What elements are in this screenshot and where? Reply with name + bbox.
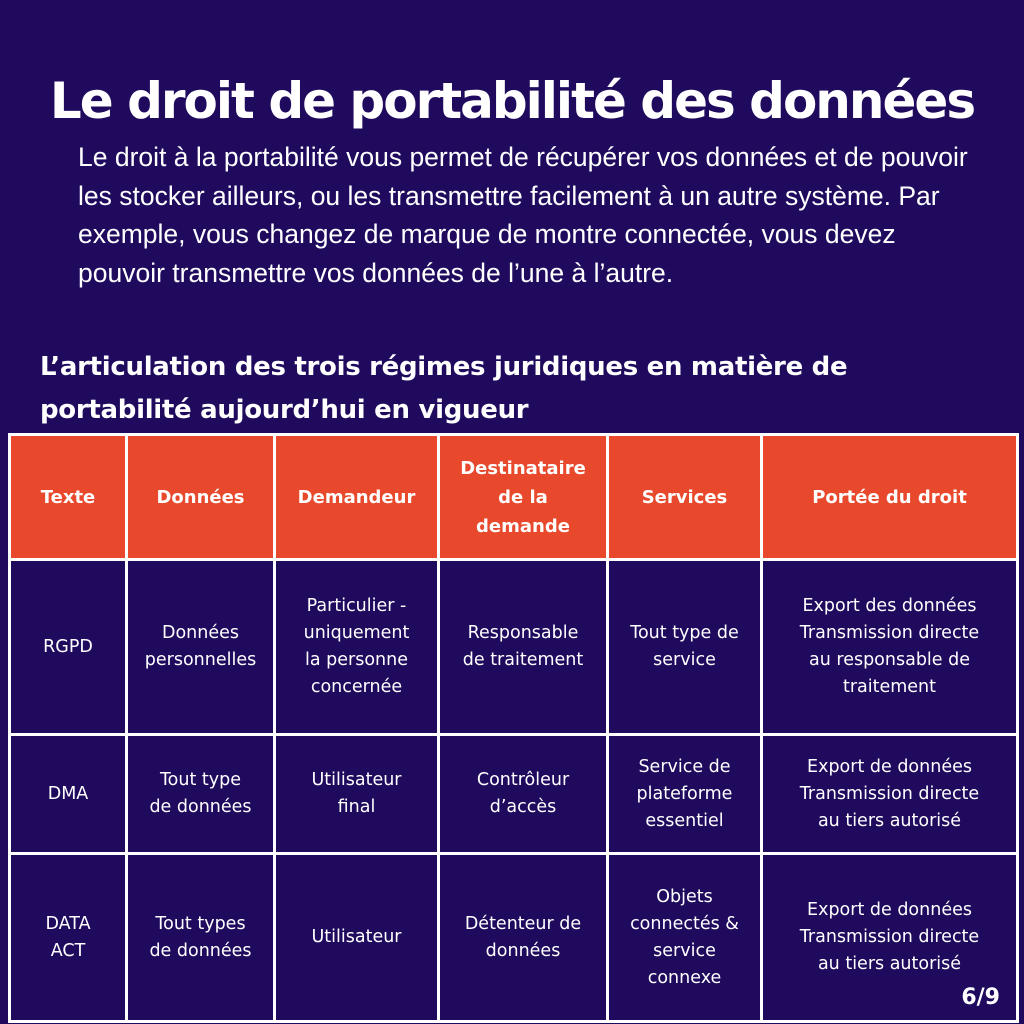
page-number: 6/9: [961, 985, 1000, 1010]
cell-destinataire: Contrôleur d’accès: [439, 735, 608, 854]
cell-texte: DATA ACT: [10, 854, 127, 1022]
header-demandeur: Demandeur: [275, 435, 439, 560]
cell-services: Service de plateforme essentiel: [608, 735, 762, 854]
cell-texte: RGPD: [10, 560, 127, 735]
page-title: Le droit de portabilité des données: [49, 72, 975, 130]
table-row: [10, 560, 1018, 735]
cell-texte: DMA: [10, 735, 127, 854]
header-destinataire: Destinataire de la demande: [439, 435, 608, 560]
intro-paragraph: Le droit à la portabilité vous permet de récupérer vos données et de pouvoir les stocker ailleurs, ou les transmettre facilement à un autre système. Par exemple, vous changez de marque de montre connectée, vous devez pouvoir transmettre vos données de l’une à l’autre.: [78, 142, 968, 288]
table-row: [10, 735, 1018, 854]
header-services: Services: [608, 435, 762, 560]
header-texte: Texte: [10, 435, 127, 560]
cell-services: Objets connectés & service connexe: [608, 854, 762, 1022]
table-header-row: [10, 435, 1018, 560]
header-portee: Portée du droit: [762, 435, 1018, 560]
cell-demandeur: Utilisateur final: [275, 735, 439, 854]
cell-donnees: Tout type de données: [127, 735, 275, 854]
cell-destinataire: Détenteur de données: [439, 854, 608, 1022]
header-donnees: Données: [127, 435, 275, 560]
cell-demandeur: Particulier - uniquement la personne concernée: [275, 560, 439, 735]
cell-portee: Export de données Transmission directe au tiers autorisé: [762, 735, 1018, 854]
table-row: [10, 854, 1018, 1022]
section-subtitle: L’articulation des trois régimes juridiques en matière de portabilité aujourd’hui en vigueur: [40, 352, 848, 425]
cell-portee: Export des données Transmission directe au responsable de traitement: [762, 560, 1018, 735]
cell-donnees: Données personnelles: [127, 560, 275, 735]
cell-services: Tout type de service: [608, 560, 762, 735]
comparison-table: [8, 433, 1019, 1023]
cell-portee: Export de données Transmission directe au tiers autorisé: [762, 854, 1018, 1022]
cell-demandeur: Utilisateur: [275, 854, 439, 1022]
cell-destinataire: Responsable de traitement: [439, 560, 608, 735]
cell-donnees: Tout types de données: [127, 854, 275, 1022]
